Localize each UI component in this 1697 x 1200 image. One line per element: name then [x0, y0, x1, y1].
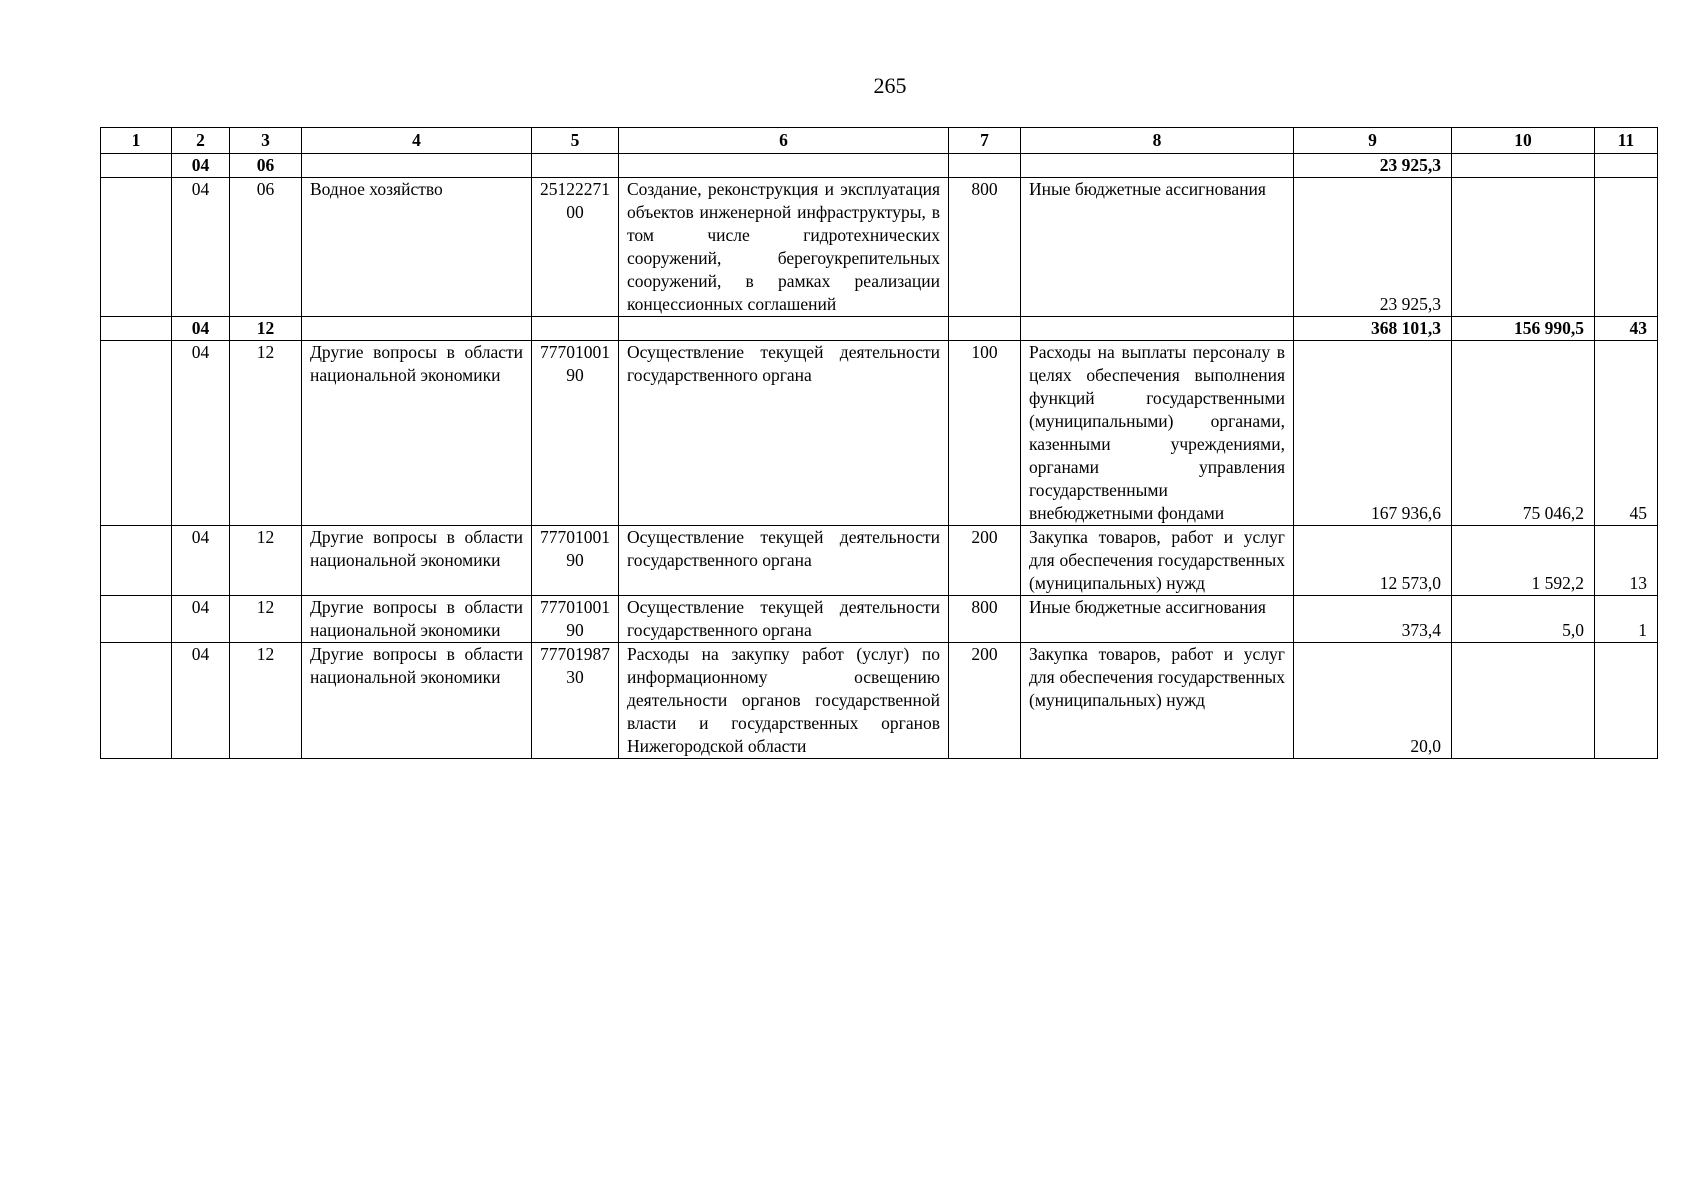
cell-section: 04	[172, 317, 230, 341]
cell-amount-actual: 5,0	[1452, 596, 1595, 643]
cell-amount-actual: 75 046,2	[1452, 341, 1595, 526]
cell-target-code: 7770198730	[532, 643, 619, 759]
cell-percent: 13	[1595, 526, 1658, 596]
cell-target-code	[532, 154, 619, 178]
cell-subsection: 12	[230, 317, 302, 341]
cell-expense-type: 800	[949, 596, 1021, 643]
cell-amount-actual	[1452, 178, 1595, 317]
cell-col1	[101, 178, 172, 317]
cell-expense-name	[1021, 154, 1294, 178]
cell-percent	[1595, 154, 1658, 178]
cell-expense-type: 200	[949, 643, 1021, 759]
column-header: 11	[1595, 128, 1658, 154]
subtotal-row	[101, 317, 1658, 341]
column-header: 7	[949, 128, 1021, 154]
cell-amount-plan: 368 101,3	[1294, 317, 1452, 341]
cell-amount-plan: 12 573,0	[1294, 526, 1452, 596]
cell-col1	[101, 596, 172, 643]
cell-amount-actual	[1452, 154, 1595, 178]
cell-expense-type: 100	[949, 341, 1021, 526]
cell-name	[302, 317, 532, 341]
column-header: 5	[532, 128, 619, 154]
column-header: 1	[101, 128, 172, 154]
cell-section: 04	[172, 596, 230, 643]
table-row	[101, 643, 1658, 759]
cell-col1	[101, 643, 172, 759]
cell-name: Водное хозяйство	[302, 178, 532, 317]
cell-subsection: 06	[230, 154, 302, 178]
column-header: 4	[302, 128, 532, 154]
cell-amount-plan: 20,0	[1294, 643, 1452, 759]
cell-target-name	[619, 317, 949, 341]
cell-subsection: 12	[230, 643, 302, 759]
cell-subsection: 12	[230, 341, 302, 526]
cell-amount-plan: 167 936,6	[1294, 341, 1452, 526]
cell-col1	[101, 317, 172, 341]
cell-target-code: 2512227100	[532, 178, 619, 317]
cell-amount-actual	[1452, 643, 1595, 759]
cell-section: 04	[172, 643, 230, 759]
cell-target-code	[532, 317, 619, 341]
cell-target-code: 7770100190	[532, 596, 619, 643]
table-row	[101, 341, 1658, 526]
cell-expense-name: Закупка товаров, работ и услуг для обеспечения государственных (муниципальных) нужд	[1021, 643, 1294, 759]
cell-section: 04	[172, 526, 230, 596]
cell-col1	[101, 526, 172, 596]
cell-expense-type: 800	[949, 178, 1021, 317]
cell-expense-name: Расходы на выплаты персоналу в целях обеспечения выполнения функций государственными (муниципальными) органами, казенными учреждениями, органами управления государственными внебюджетными фондами	[1021, 341, 1294, 526]
cell-percent: 43	[1595, 317, 1658, 341]
table-row	[101, 596, 1658, 643]
cell-subsection: 12	[230, 596, 302, 643]
cell-amount-actual: 1 592,2	[1452, 526, 1595, 596]
column-header: 8	[1021, 128, 1294, 154]
table-row	[101, 526, 1658, 596]
cell-target-name: Осуществление текущей деятельности государственного органа	[619, 596, 949, 643]
cell-name: Другие вопросы в области национальной экономики	[302, 341, 532, 526]
cell-target-code: 7770100190	[532, 526, 619, 596]
subtotal-row	[101, 154, 1658, 178]
column-header: 3	[230, 128, 302, 154]
cell-target-name	[619, 154, 949, 178]
cell-subsection: 06	[230, 178, 302, 317]
budget-table	[100, 127, 1658, 759]
cell-col1	[101, 341, 172, 526]
cell-expense-type	[949, 154, 1021, 178]
cell-target-name: Расходы на закупку работ (услуг) по информационному освещению деятельности органов государственной власти и государственных органов Нижегородской области	[619, 643, 949, 759]
cell-target-code: 7770100190	[532, 341, 619, 526]
cell-subsection: 12	[230, 526, 302, 596]
cell-target-name: Создание, реконструкция и эксплуатация объектов инженерной инфраструктуры, в том числе гидротехнических сооружений, берегоукрепительных сооружений, в рамках реализации концессионных соглашений	[619, 178, 949, 317]
cell-section: 04	[172, 341, 230, 526]
cell-percent	[1595, 178, 1658, 317]
cell-expense-name: Закупка товаров, работ и услуг для обеспечения государственных (муниципальных) нужд	[1021, 526, 1294, 596]
cell-section: 04	[172, 154, 230, 178]
cell-amount-plan: 23 925,3	[1294, 154, 1452, 178]
cell-amount-plan: 373,4	[1294, 596, 1452, 643]
cell-expense-type: 200	[949, 526, 1021, 596]
cell-col1	[101, 154, 172, 178]
table-row	[101, 178, 1658, 317]
cell-section: 04	[172, 178, 230, 317]
cell-percent: 1	[1595, 596, 1658, 643]
cell-target-name: Осуществление текущей деятельности государственного органа	[619, 341, 949, 526]
cell-expense-type	[949, 317, 1021, 341]
cell-target-name: Осуществление текущей деятельности государственного органа	[619, 526, 949, 596]
column-header: 2	[172, 128, 230, 154]
cell-amount-plan: 23 925,3	[1294, 178, 1452, 317]
column-header: 9	[1294, 128, 1452, 154]
cell-expense-name: Иные бюджетные ассигнования	[1021, 596, 1294, 643]
table-header-row	[101, 128, 1658, 154]
cell-expense-name: Иные бюджетные ассигнования	[1021, 178, 1294, 317]
cell-expense-name	[1021, 317, 1294, 341]
cell-percent	[1595, 643, 1658, 759]
column-header: 10	[1452, 128, 1595, 154]
cell-amount-actual: 156 990,5	[1452, 317, 1595, 341]
cell-name: Другие вопросы в области национальной экономики	[302, 643, 532, 759]
cell-name: Другие вопросы в области национальной экономики	[302, 526, 532, 596]
page-number: 265	[873, 73, 907, 98]
cell-percent: 45	[1595, 341, 1658, 526]
column-header: 6	[619, 128, 949, 154]
cell-name	[302, 154, 532, 178]
cell-name: Другие вопросы в области национальной экономики	[302, 596, 532, 643]
